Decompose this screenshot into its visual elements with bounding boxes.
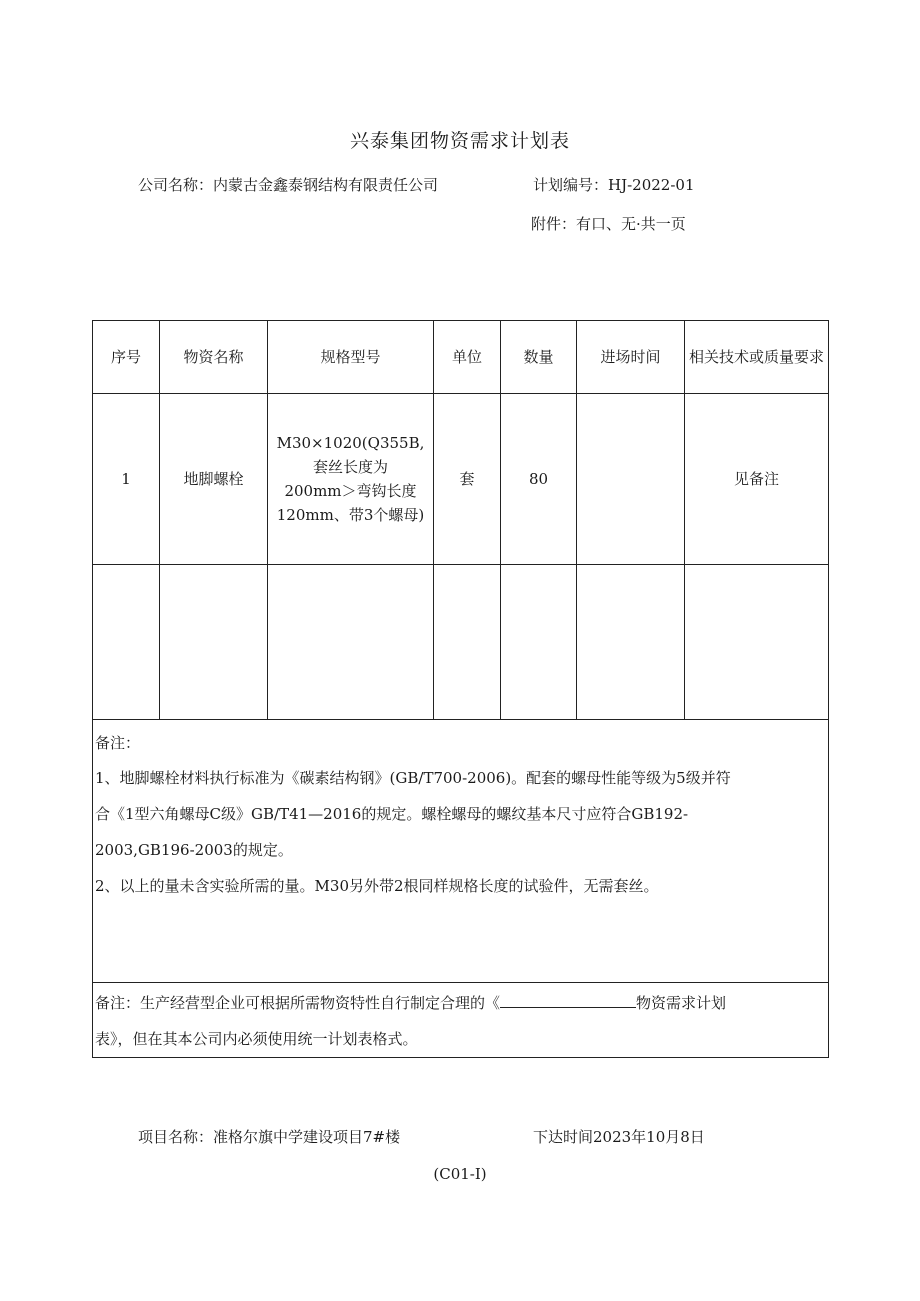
footer-note-text: 物资需求计划 <box>636 994 727 1012</box>
empty-cell <box>685 565 829 720</box>
empty-cell <box>93 565 160 720</box>
page-title: 兴泰集团物资需求计划表 <box>349 130 570 152</box>
table-row-empty <box>93 565 829 720</box>
spec-line: 200mm＞弯钩长度 <box>284 482 417 500</box>
header-spec: 规格型号 <box>268 321 434 394</box>
notes-line: 合《1型六角螺母C级》GB/T41—2016的规定。螺栓螺母的螺纹基本尺寸应符合GB192- <box>95 805 689 823</box>
footer-note-cell <box>93 983 829 1058</box>
empty-cell <box>434 565 501 720</box>
header-arrival: 进场时间 <box>577 321 685 394</box>
plan-number: 计划编号：HJ-2022-01 <box>533 176 695 194</box>
empty-cell <box>577 565 685 720</box>
requirement-table <box>92 320 829 1058</box>
notes-cell <box>93 720 829 983</box>
cell-arrival <box>577 394 685 565</box>
cell-qty: 80 <box>501 394 577 565</box>
notes-row <box>93 720 829 983</box>
cell-unit: 套 <box>434 394 501 565</box>
cell-spec <box>268 394 434 565</box>
header-requirement <box>685 321 829 394</box>
empty-cell <box>268 565 434 720</box>
header-requirement-text: 相关技术或质量要求 <box>688 348 824 366</box>
notes-label: 备注： <box>95 734 141 752</box>
header-unit: 单位 <box>434 321 501 394</box>
table-header-row <box>93 321 829 394</box>
spec-line: 120mm、带3个螺母) <box>276 506 425 524</box>
footer-note-row <box>93 983 829 1058</box>
header-name: 物资名称 <box>160 321 268 394</box>
cell-name: 地脚螺栓 <box>160 394 268 565</box>
header-qty: 数量 <box>501 321 577 394</box>
fill-in-blank <box>500 993 636 1008</box>
empty-cell <box>160 565 268 720</box>
cell-requirement: 见备注 <box>685 394 829 565</box>
footer-note-line1 <box>95 985 824 1021</box>
project-name: 项目名称：准格尔旗中学建设项目7#楼 <box>138 1128 401 1146</box>
spec-line: M30×1020(Q355B, <box>276 434 425 452</box>
empty-cell <box>501 565 577 720</box>
footer-note-text: 备注：生产经营型企业可根据所需物资特性自行制定合理的《 <box>95 994 501 1012</box>
issue-date: 下达时间2023年10月8日 <box>533 1128 705 1146</box>
notes-line: 2、以上的量未含实验所需的量。M30另外带2根同样规格长度的试验件，无需套丝。 <box>95 877 659 895</box>
cell-no: 1 <box>93 394 160 565</box>
notes-line: 1、地脚螺栓材料执行标准为《碳素结构钢》(GB/T700-2006)。配套的螺母性能等级为5级并符 <box>95 769 731 787</box>
form-code: (C01-I) <box>433 1165 487 1183</box>
table-row <box>93 394 829 565</box>
spec-line: 套丝长度为 <box>312 458 388 476</box>
header-no: 序号 <box>93 321 160 394</box>
attachment-info: 附件：有口、无·共一页 <box>531 215 686 233</box>
notes-line: 2003,GB196-2003的规定。 <box>95 841 293 859</box>
company-name: 公司名称：内蒙古金鑫泰钢结构有限责任公司 <box>138 176 439 194</box>
footer-note-line2: 表》，但在其本公司内必须使用统一计划表格式。 <box>95 1030 418 1048</box>
